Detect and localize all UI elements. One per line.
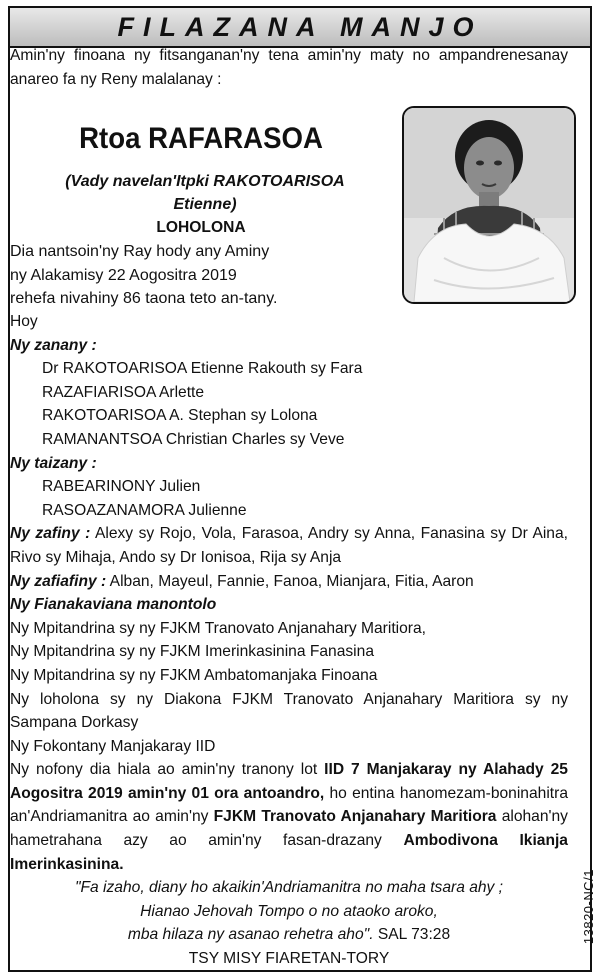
- quote-line-2: Hianao Jehovah Tompo o no ataoko aroko,: [140, 902, 438, 920]
- notice-header: [10, 8, 590, 48]
- other-mourner-3: Ny Mpitandrina sy ny FJKM Ambatomanjaka Finoana: [10, 666, 378, 684]
- spouse-line: [40, 170, 370, 216]
- status-label: LOHOLONA: [156, 219, 246, 236]
- child-3: RAKOTOARISOA A. Stephan sy Lolona: [42, 407, 318, 425]
- child-4: RAMANANTSOA Christian Charles sy Veve: [42, 430, 345, 448]
- great-grandchildren-list: Alban, Mayeul, Fannie, Fanoa, Mianjara, Fitia, Aaron: [109, 572, 474, 590]
- grandchildren-label: Ny zafiny :: [10, 525, 91, 543]
- intro-text: Amin'ny finoana ny fitsanganan'ny tena amin'ny maty no ampandrenesanay anareo fa ny Reny malalanay :: [10, 47, 568, 88]
- great-grandchildren-paragraph: [10, 570, 568, 594]
- portrait-image: [404, 108, 574, 302]
- death-announcement: [10, 240, 392, 311]
- other-mourner-5: Ny Fokontany Manjakaray IID: [10, 737, 216, 755]
- notice-title: FILAZANA MANJO: [117, 11, 483, 42]
- foster-children-heading: Ny taizany :: [10, 454, 97, 472]
- death-line-3: rehefa nivahiny 86 taona teto an-tany.: [10, 290, 278, 308]
- child-2: RAZAFIARISOA Arlette: [42, 383, 205, 401]
- great-grandchildren-label: Ny zafiafiny :: [10, 572, 107, 590]
- child-1: Dr RAKOTOARISOA Etienne Rakouth sy Fara: [42, 360, 363, 378]
- quote-line-3-text: mba hilaza ny asanao rehetra aho".: [127, 926, 374, 944]
- foster-child-1: RABEARINONY Julien: [42, 478, 201, 496]
- funeral-text-1: Ny nofony dia hiala ao amin'ny tranony lot: [10, 761, 318, 779]
- children-heading: Ny zanany :: [10, 336, 97, 354]
- funeral-details: [10, 758, 568, 876]
- reference-code: 13820-NC/1: [581, 868, 596, 944]
- spouse-line-1: (Vady navelan'Itpki RAKOTOARISOA: [65, 173, 345, 190]
- death-line-2: ny Alakamisy 22 Aogositra 2019: [10, 266, 237, 284]
- other-mourner-1: Ny Mpitandrina sy ny FJKM Tranovato Anjanahary Maritiora,: [10, 619, 427, 637]
- quote-reference: SAL 73:28: [377, 926, 451, 944]
- funeral-address-date: IID 7 Manjakaray ny Alahady 25 Aogositra 2019 amin'ny 01 ora antoandro,: [10, 761, 568, 802]
- funeral-church: FJKM Tranovato Anjanahary Maritiora: [213, 808, 497, 826]
- other-mourner-4: Ny loholona sy ny Diakona FJKM Tranovato Anjanahary Maritiora sy ny Sampana Dorkasy: [10, 690, 568, 732]
- whole-family-heading: Ny Fianakaviana manontolo: [10, 596, 217, 614]
- portrait-photo: [402, 106, 576, 304]
- closing-line: TSY MISY FIARETAN-TORY: [188, 950, 390, 968]
- quote-line-1: "Fa izaho, diany ho akaikin'Andriamanitra no maha tsara ahy ;: [74, 879, 504, 897]
- foster-child-2: RASOAZANAMORA Julienne: [42, 501, 247, 519]
- quote-line-3: [10, 923, 568, 947]
- hoy-label: Hoy: [10, 313, 38, 330]
- deceased-name: Rtoa RAFARASOA: [79, 122, 323, 155]
- spouse-line-2: Etienne): [173, 196, 237, 213]
- funeral-burial-place: Ambodivona Ikianja Imerinkasinina.: [10, 832, 568, 873]
- grandchildren-paragraph: [10, 522, 568, 569]
- family-section: [10, 310, 568, 971]
- grandchildren-list: Alexy sy Rojo, Vola, Farasoa, Andry sy Anna, Fanasina sy Dr Aina, Rivo sy Mihaja, Ando sy Dr Ionisoa, Rija sy Anja: [10, 525, 568, 566]
- death-line-1: Dia nantsoin'ny Ray hody any Aminy: [10, 243, 270, 260]
- funeral-text-2: ho entina hanomezam-boninahitra an'Andriamanitra ao amin'ny: [10, 784, 568, 826]
- other-mourner-2: Ny Mpitandrina sy ny FJKM Imerinkasinina Fanasina: [10, 643, 374, 661]
- top-block: [10, 74, 582, 310]
- funeral-text-3: alohan'ny hametrahana azy ao amin'ny fasan-drazany: [10, 808, 568, 850]
